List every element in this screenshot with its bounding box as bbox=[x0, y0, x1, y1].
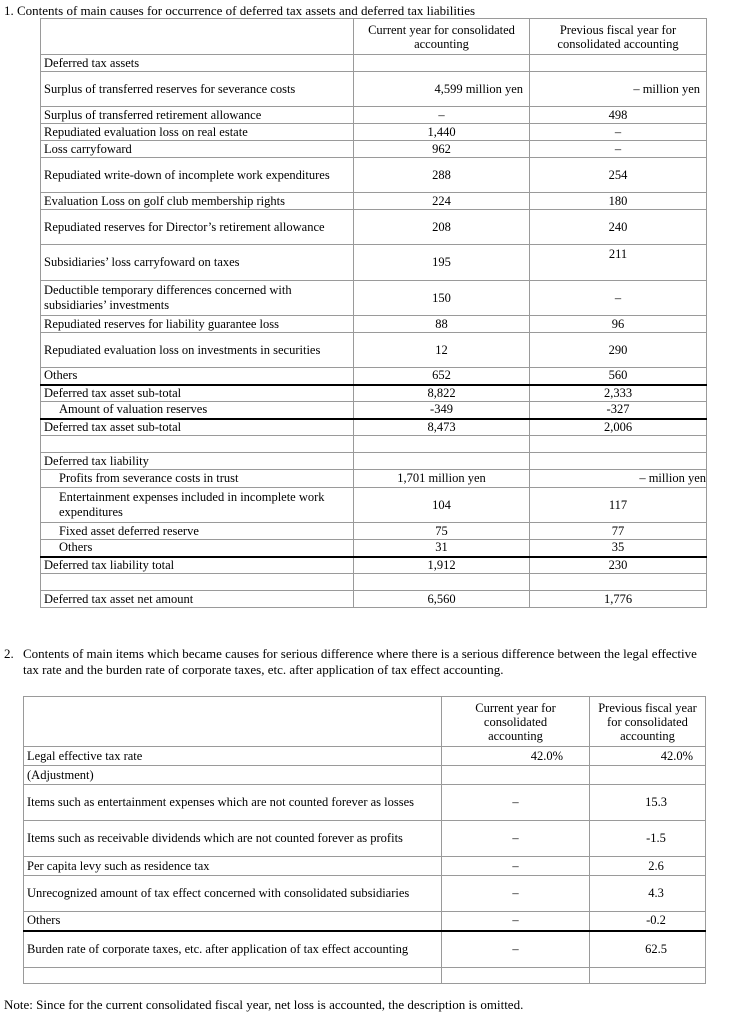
section1-heading: 1. Contents of main causes for occurrence of deferred tax assets and deferred tax liabilities bbox=[4, 3, 476, 18]
table-row: Unrecognized amount of tax effect concerned with consolidated subsidiaries – 4.3 bbox=[24, 876, 706, 912]
table-row: Repudiated reserves for liability guarantee loss 88 96 bbox=[41, 316, 707, 333]
asset-total-row: Deferred tax asset sub-total 8,473 2,006 bbox=[41, 419, 707, 436]
table-row: Entertainment expenses included in incomplete work expenditures 104 117 bbox=[41, 488, 707, 523]
table-row: Items such as receivable dividends which are not counted forever as profits – -1.5 bbox=[24, 821, 706, 857]
assets-heading: Deferred tax assets bbox=[41, 55, 354, 72]
burden-rate-row: Burden rate of corporate taxes, etc. after application of tax effect accounting – 62.5 bbox=[24, 931, 706, 968]
table-row: Surplus of transferred reserves for severance costs 4,599 million yen – million yen bbox=[41, 72, 707, 107]
tax-rate-table bbox=[23, 696, 706, 984]
liab-heading: Deferred tax liability bbox=[41, 453, 354, 470]
header-blank bbox=[41, 19, 354, 55]
asset-subtotal-row: Deferred tax asset sub-total 8,822 2,333 bbox=[41, 385, 707, 402]
legal-rate-row: Legal effective tax rate 42.0% 42.0% bbox=[24, 747, 706, 766]
table-row: Others 31 35 bbox=[41, 540, 707, 557]
header-blank bbox=[24, 697, 442, 747]
valuation-row: Amount of valuation reserves -349 -327 bbox=[41, 402, 707, 419]
table-row: Others 652 560 bbox=[41, 368, 707, 385]
table-row: Evaluation Loss on golf club membership rights 224 180 bbox=[41, 193, 707, 210]
col-previous-header: Previous fiscal year for consolidated accounting bbox=[530, 19, 707, 55]
col-previous-header: Previous fiscal year for consolidated accounting bbox=[590, 697, 706, 747]
deferred-tax-table bbox=[40, 18, 707, 608]
table-row: Items such as entertainment expenses which are not counted forever as losses – 15.3 bbox=[24, 785, 706, 821]
table-row: Repudiated evaluation loss on real estate 1,440 – bbox=[41, 124, 707, 141]
footnote: Note: Since for the current consolidated fiscal year, net loss is accounted, the description is omitted. bbox=[4, 997, 524, 1012]
table-row: Subsidiaries’ loss carryfoward on taxes 195 211 bbox=[41, 245, 707, 281]
liab-total-row: Deferred tax liability total 1,912 230 bbox=[41, 557, 707, 574]
table-row: Repudiated evaluation loss on investments in securities 12 290 bbox=[41, 333, 707, 368]
col-current-header: Current year for consolidated accounting bbox=[442, 697, 590, 747]
section2-heading: 2. Contents of main items which became causes for serious difference where there is a serious difference between the legal effective tax rate and the burden rate of corporate taxes, etc. after application of tax effect accounting. bbox=[4, 646, 697, 677]
col-current-header: Current year for consolidated accounting bbox=[354, 19, 530, 55]
net-row: Deferred tax asset net amount 6,560 1,776 bbox=[41, 591, 707, 608]
table-row: Repudiated write-down of incomplete work expenditures 288 254 bbox=[41, 158, 707, 193]
table-row: Repudiated reserves for Director’s retirement allowance 208 240 bbox=[41, 210, 707, 245]
table-row: Per capita levy such as residence tax – 2.6 bbox=[24, 857, 706, 876]
table-row: Profits from severance costs in trust 1,701 million yen – million yen bbox=[41, 470, 707, 488]
table-row: Fixed asset deferred reserve 75 77 bbox=[41, 523, 707, 540]
table-row: Others – -0.2 bbox=[24, 912, 706, 931]
adjustment-heading: (Adjustment) bbox=[24, 766, 442, 785]
table-row: Deductible temporary differences concerned with subsidiaries’ investments 150 – bbox=[41, 281, 707, 316]
table-row: Surplus of transferred retirement allowance – 498 bbox=[41, 107, 707, 124]
table-row: Loss carryfoward 962 – bbox=[41, 141, 707, 158]
